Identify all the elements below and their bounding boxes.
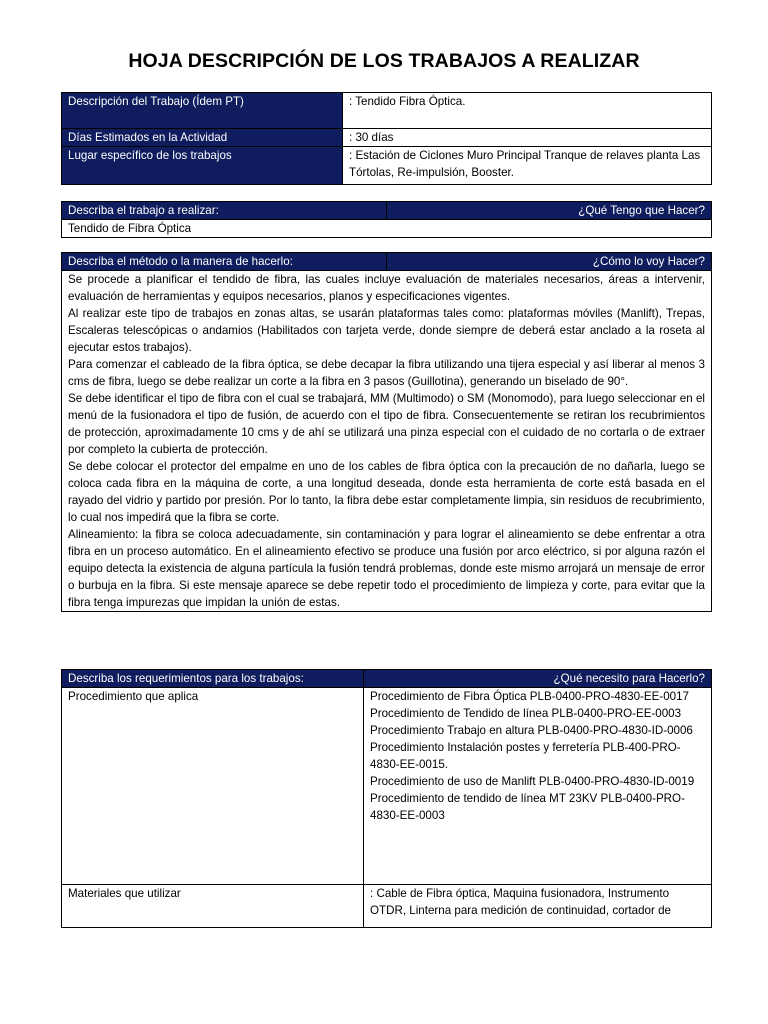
method-paragraph: Alineamiento: la fibra se coloca adecuadamente, sin contaminación y para lograr el alineamiento se debe enfrentar a otra fibra en un proceso automático. En el alineamiento efectivo se produce una fusión por arco eléctrico, si por alguna razón el equipo detecta la existencia de alguna partícula la fusión tendrá problemas, donde este mismo arrojará un mensaje de error o burbuja en la fibra. Si este mensaje aparece se debe repetir todo el procedimiento de limpieza y corte, para evitar que la fibra tenga impurezas que impidan la unión de estas. — [68, 528, 705, 609]
work-content: Tendido de Fibra Óptica — [62, 220, 712, 238]
method-content — [62, 271, 712, 612]
info-label-description: Descripción del Trabajo (Ídem PT) — [62, 93, 343, 129]
method-paragraph: Se procede a planificar el tendido de fibra, las cuales incluye evaluación de materiales necesarios, áreas a intervenir, evaluación de herramientas y equipos necesarios, planos y especificaciones vigentes. — [68, 273, 705, 303]
info-table — [61, 92, 712, 185]
info-label-days: Días Estimados en la Actividad — [62, 129, 343, 147]
page-title: HOJA DESCRIPCIÓN DE LOS TRABAJOS A REALIZAR — [128, 50, 640, 72]
method-header-right: ¿Cómo lo voy Hacer? — [387, 253, 712, 271]
method-table — [61, 252, 712, 612]
method-header-left: Describa el método o la manera de hacerlo: — [62, 253, 387, 271]
work-header-left: Describa el trabajo a realizar: — [62, 202, 387, 220]
procedures-list — [364, 688, 712, 885]
method-paragraph: Se debe colocar el protector del empalme en uno de los cables de fibra óptica con la precaución de no dañarla, luego se coloca cada fibra en la máquina de corte, a una longitud deseada, donde esta herramienta de corte está basada en el rayado del vidrio y partido por presión. Por lo tanto, la fibra debe estar completamente limpia, sin residuos de recubrimiento, lo cual nos impedirá que la fibra se corte. — [68, 460, 705, 524]
info-value-location: : Estación de Ciclones Muro Principal Tranque de relaves planta Las Tórtolas, Re-impulsión, Booster. — [343, 147, 712, 185]
procedure-item: Procedimiento de Fibra Óptica PLB-0400-PRO-4830-EE-0017 — [370, 690, 689, 703]
requirements-header-right: ¿Qué necesito para Hacerlo? — [364, 670, 712, 688]
procedure-item: Procedimiento de uso de Manlift PLB-0400-PRO-4830-ID-0019 — [370, 775, 695, 788]
method-paragraph: Se debe identificar el tipo de fibra con el cual se trabajará, MM (Multimodo) o SM (Monomodo), para luego seleccionar en el menú de la fusionadora el tipo de fusión, de acuerdo con el tipo de fibra. Consecuentemente se retiran los recubrimientos de protección, aproximadamente 10 cms y de ahí se utilizará una pinza especial con el cuidado de no cortarla o de extraer por completo la cubierta de protección. — [68, 392, 705, 456]
requirements-table — [61, 669, 712, 928]
info-value-description: : Tendido Fibra Óptica. — [343, 93, 712, 129]
procedures-label: Procedimiento que aplica — [62, 688, 364, 885]
procedure-item: Procedimiento Instalación postes y ferretería PLB-400-PRO-4830-EE-0015. — [370, 741, 681, 771]
procedure-item: Procedimiento Trabajo en altura PLB-0400-PRO-4830-ID-0006 — [370, 724, 693, 737]
method-paragraph: Al realizar este tipo de trabajos en zonas altas, se usarán plataformas tales como: plataformas móviles (Manlift), Trepas, Escaleras telescópicas o andamios (Habilitados con tarjeta verde, donde siempre de deberá estar anclado a la roseta al ejecutar estos trabajos). — [68, 307, 705, 354]
requirements-header-left: Describa los requerimientos para los trabajos: — [62, 670, 364, 688]
method-paragraph: Para comenzar el cableado de la fibra óptica, se debe decapar la fibra utilizando una tijera especial y así liberar al menos 3 cms de fibra, luego se debe realizar un corte a la fibra en 3 pasos (Guillotina), generando un biselado de 90°. — [68, 358, 705, 388]
work-table — [61, 201, 712, 238]
procedure-item: Procedimiento de Tendido de línea PLB-0400-PRO-EE-0003 — [370, 707, 682, 720]
materials-value: : Cable de Fibra óptica, Maquina fusionadora, Instrumento OTDR, Linterna para medición de continuidad, cortador de — [364, 885, 712, 928]
procedure-item: Procedimiento de tendido de línea MT 23KV PLB-0400-PRO-4830-EE-0003 — [370, 792, 685, 822]
materials-label: Materiales que utilizar — [62, 885, 364, 928]
info-label-location: Lugar específico de los trabajos — [62, 147, 343, 185]
work-header-right: ¿Qué Tengo que Hacer? — [387, 202, 712, 220]
info-value-days: : 30 días — [343, 129, 712, 147]
